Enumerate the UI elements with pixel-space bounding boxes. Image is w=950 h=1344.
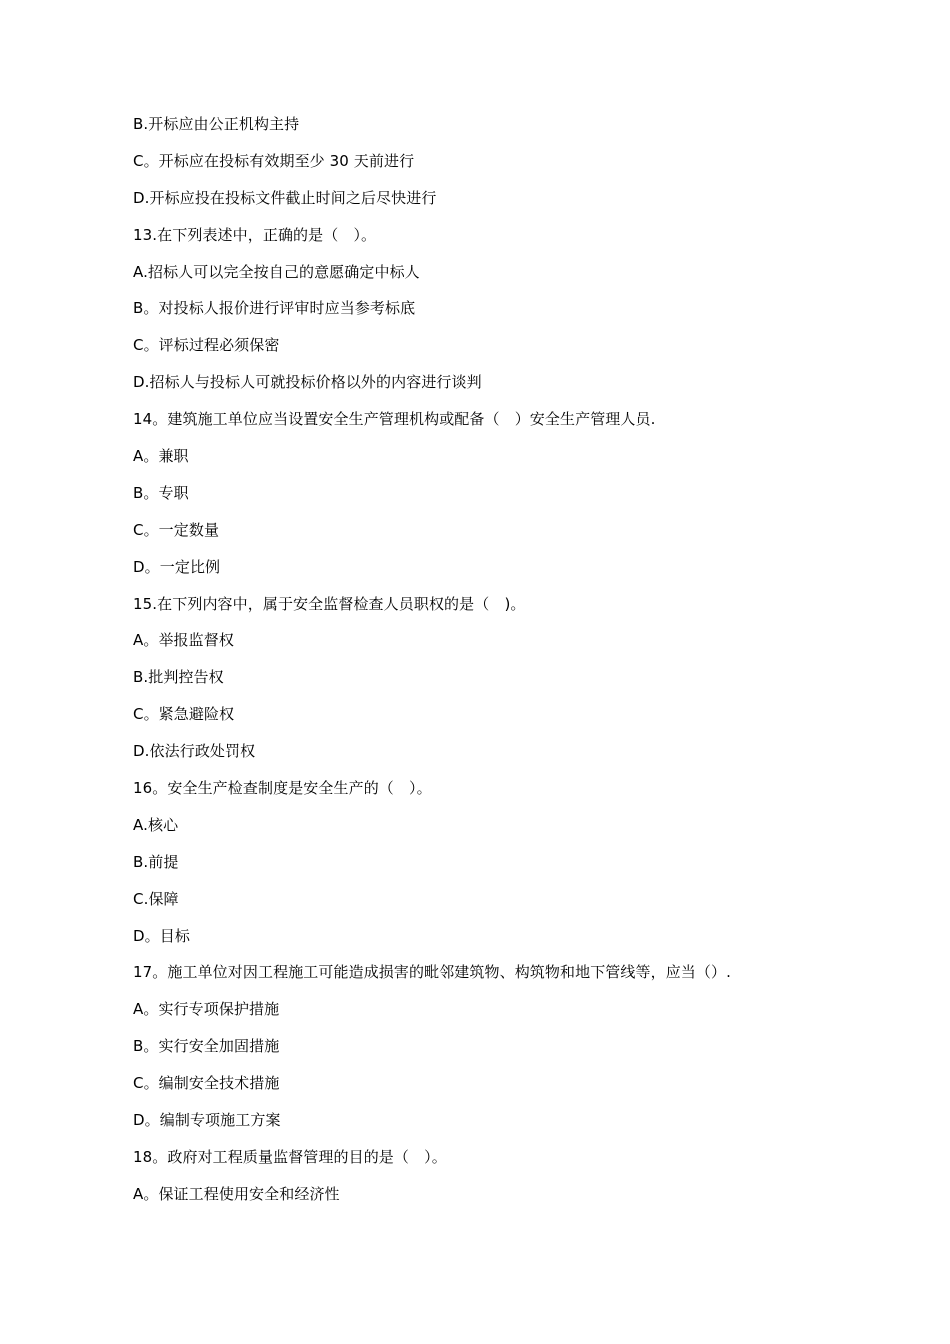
- option-line: A。保证工程使用安全和经济性: [133, 1184, 340, 1203]
- question-text-block: [133, 111, 873, 1218]
- question-line: 13.在下列表述中，正确的是（ ）。: [133, 225, 377, 244]
- option-line: D。编制专项施工方案: [133, 1111, 281, 1130]
- option-line: B.开标应由公正机构主持: [133, 115, 300, 133]
- option-line: B.批判控告权: [133, 668, 224, 687]
- option-line: B。对投标人报价进行评审时应当参考标底: [133, 299, 416, 318]
- option-line: C.保障: [133, 889, 179, 908]
- option-line: B。专职: [133, 483, 189, 502]
- option-line: C。评标过程必须保密: [133, 336, 280, 355]
- option-line: A。举报监督权: [133, 631, 234, 650]
- option-line: C。编制安全技术措施: [133, 1074, 280, 1093]
- question-line: 14。建筑施工单位应当设置安全生产管理机构或配备（ ）安全生产管理人员.: [133, 410, 656, 429]
- option-line: D.依法行政处罚权: [133, 742, 256, 761]
- question-line: 15.在下列内容中，属于安全监督检查人员职权的是（ )。: [133, 594, 526, 613]
- option-line: C。一定数量: [133, 520, 220, 539]
- option-line: D。目标: [133, 926, 190, 945]
- option-line: D。一定比例: [133, 557, 221, 576]
- question-line: 17。施工单位对因工程施工可能造成损害的毗邻建筑物、构筑物和地下管线等，应当（）.: [133, 963, 731, 982]
- option-line: D.开标应投在投标文件截止时间之后尽快进行: [133, 188, 437, 207]
- option-line: B.前提: [133, 852, 179, 871]
- option-line: C。紧急避险权: [133, 705, 235, 724]
- option-line: A.核心: [133, 815, 179, 834]
- option-line: C。开标应在投标有效期至少 30 天前进行: [133, 151, 415, 170]
- question-line: 16。安全生产检查制度是安全生产的（ ）。: [133, 779, 432, 798]
- option-line: D.招标人与投标人可就投标价格以外的内容进行谈判: [133, 373, 482, 392]
- option-line: A。兼职: [133, 447, 189, 466]
- option-line: A.招标人可以完全按自己的意愿确定中标人: [133, 262, 420, 281]
- question-line: 18。政府对工程质量监督管理的目的是（ ）。: [133, 1147, 447, 1166]
- option-line: A。实行专项保护措施: [133, 1000, 280, 1019]
- option-line: B。实行安全加固措施: [133, 1037, 280, 1056]
